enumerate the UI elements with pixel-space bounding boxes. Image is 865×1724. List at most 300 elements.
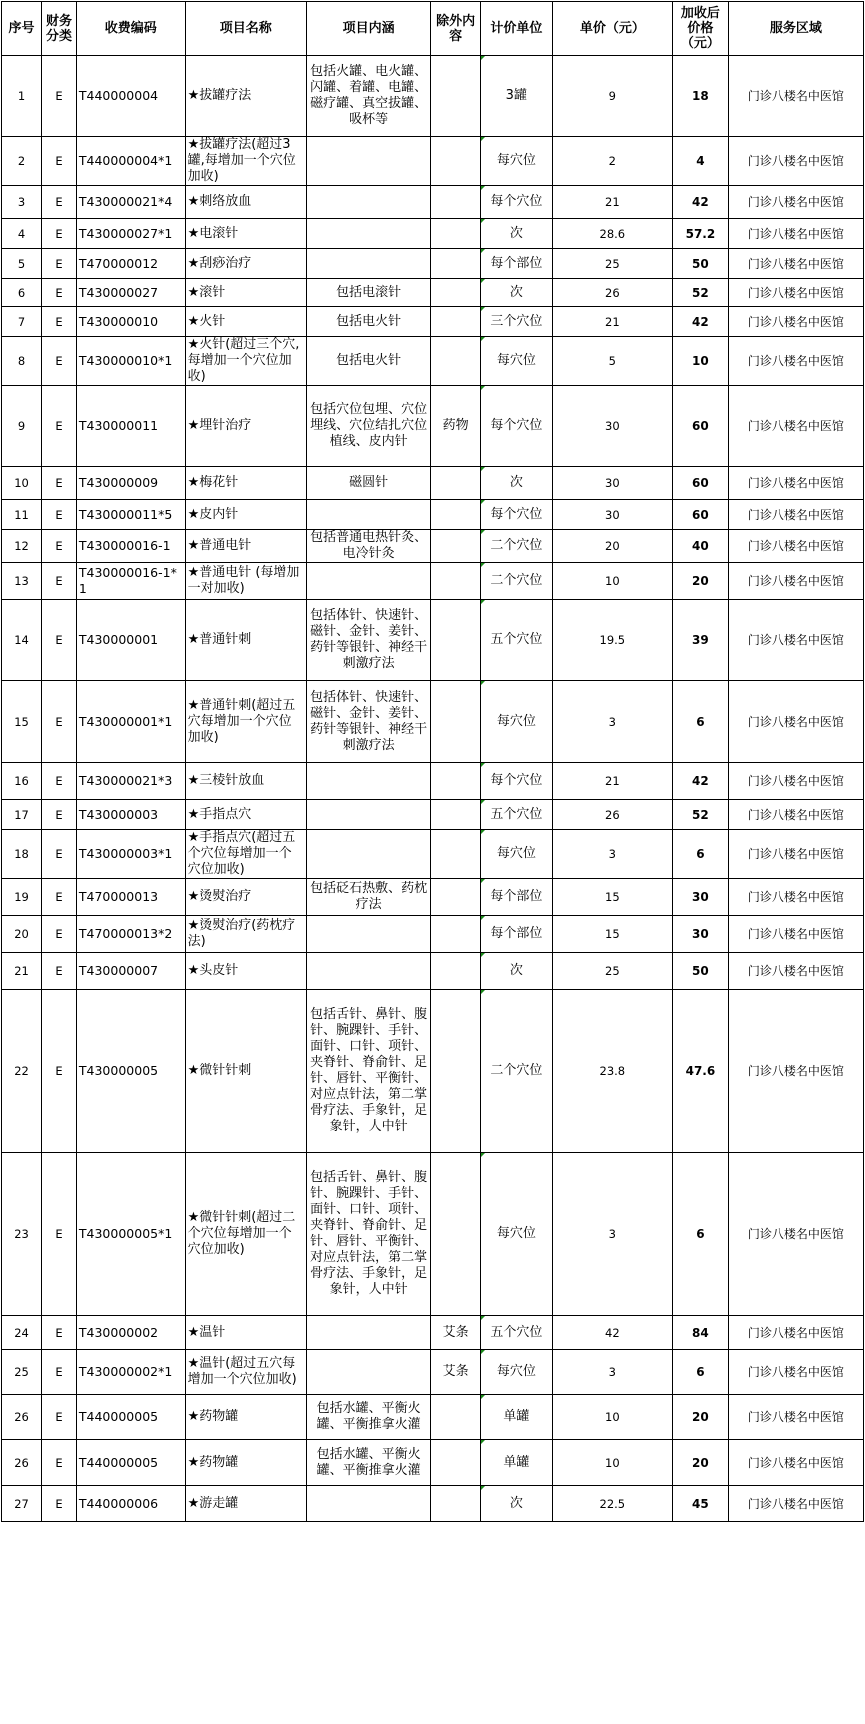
- name-cell: ★火针: [185, 307, 306, 337]
- final-price-cell: 84: [672, 1316, 728, 1350]
- area-cell: 门诊八楼名中医馆: [728, 530, 863, 563]
- exclusion-cell: [431, 953, 481, 990]
- price-cell: 42: [552, 1316, 672, 1350]
- name-cell: ★梅花针: [185, 467, 306, 500]
- final-price-cell: 60: [672, 386, 728, 467]
- table-row: [2, 279, 864, 307]
- unit-cell: 每穴位: [480, 681, 552, 763]
- area-cell: 门诊八楼名中医馆: [728, 186, 863, 219]
- unit-cell: 单罐: [480, 1395, 552, 1440]
- content-cell: [306, 500, 430, 530]
- code-cell: T430000011: [76, 386, 185, 467]
- table-row: [2, 1316, 864, 1350]
- table-body: [2, 56, 864, 1522]
- header-unit: 计价单位: [480, 2, 552, 56]
- content-cell: 包括电火针: [306, 307, 430, 337]
- unit-cell: 五个穴位: [480, 600, 552, 681]
- final-price-cell: 6: [672, 1153, 728, 1316]
- unit-cell: 二个穴位: [480, 990, 552, 1153]
- final-price-cell: 6: [672, 681, 728, 763]
- name-cell: ★手指点穴: [185, 800, 306, 830]
- area-cell: 门诊八楼名中医馆: [728, 830, 863, 879]
- seq-cell: 19: [2, 879, 42, 916]
- price-cell: 26: [552, 279, 672, 307]
- table-row: [2, 600, 864, 681]
- area-cell: 门诊八楼名中医馆: [728, 219, 863, 249]
- content-cell: [306, 186, 430, 219]
- final-price-cell: 40: [672, 530, 728, 563]
- unit-cell: 五个穴位: [480, 1316, 552, 1350]
- area-cell: 门诊八楼名中医馆: [728, 1486, 863, 1522]
- unit-cell: 每穴位: [480, 137, 552, 186]
- exclusion-cell: [431, 1440, 481, 1486]
- table-row: [2, 681, 864, 763]
- exclusion-cell: [431, 800, 481, 830]
- area-cell: 门诊八楼名中医馆: [728, 279, 863, 307]
- category-cell: E: [42, 1316, 77, 1350]
- content-cell: 包括水罐、平衡火罐、平衡推拿火灌: [306, 1440, 430, 1486]
- table-row: [2, 137, 864, 186]
- exclusion-cell: [431, 337, 481, 386]
- price-cell: 2: [552, 137, 672, 186]
- seq-cell: 16: [2, 763, 42, 800]
- category-cell: E: [42, 1395, 77, 1440]
- code-cell: T430000011*5: [76, 500, 185, 530]
- category-cell: E: [42, 279, 77, 307]
- exclusion-cell: [431, 249, 481, 279]
- seq-cell: 18: [2, 830, 42, 879]
- final-price-cell: 52: [672, 800, 728, 830]
- category-cell: E: [42, 137, 77, 186]
- table-row: [2, 1350, 864, 1395]
- final-price-cell: 45: [672, 1486, 728, 1522]
- unit-cell: 五个穴位: [480, 800, 552, 830]
- seq-cell: 21: [2, 953, 42, 990]
- unit-cell: 3罐: [480, 56, 552, 137]
- price-cell: 23.8: [552, 990, 672, 1153]
- area-cell: 门诊八楼名中医馆: [728, 681, 863, 763]
- code-cell: T430000021*3: [76, 763, 185, 800]
- content-cell: 包括火罐、电火罐、闪罐、着罐、电罐、磁疗罐、真空拔罐、吸杯等: [306, 56, 430, 137]
- table-row: [2, 1440, 864, 1486]
- name-cell: ★微针针刺: [185, 990, 306, 1153]
- final-price-cell: 6: [672, 830, 728, 879]
- seq-cell: 1: [2, 56, 42, 137]
- content-cell: 磁圆针: [306, 467, 430, 500]
- content-cell: [306, 800, 430, 830]
- name-cell: ★温针(超过五穴每增加一个穴位加收): [185, 1350, 306, 1395]
- unit-cell: 每穴位: [480, 1350, 552, 1395]
- unit-cell: 二个穴位: [480, 563, 552, 600]
- seq-cell: 6: [2, 279, 42, 307]
- seq-cell: 10: [2, 467, 42, 500]
- code-cell: T430000027*1: [76, 219, 185, 249]
- final-price-cell: 50: [672, 953, 728, 990]
- code-cell: T440000005: [76, 1440, 185, 1486]
- price-cell: 21: [552, 307, 672, 337]
- exclusion-cell: 艾条: [431, 1316, 481, 1350]
- seq-cell: 9: [2, 386, 42, 467]
- name-cell: ★烫熨治疗(药枕疗法): [185, 916, 306, 953]
- code-cell: T440000006: [76, 1486, 185, 1522]
- price-cell: 3: [552, 830, 672, 879]
- final-price-cell: 57.2: [672, 219, 728, 249]
- exclusion-cell: [431, 681, 481, 763]
- category-cell: E: [42, 530, 77, 563]
- category-cell: E: [42, 186, 77, 219]
- code-cell: T470000013: [76, 879, 185, 916]
- area-cell: 门诊八楼名中医馆: [728, 1350, 863, 1395]
- price-cell: 3: [552, 681, 672, 763]
- final-price-cell: 60: [672, 500, 728, 530]
- price-cell: 3: [552, 1153, 672, 1316]
- content-cell: [306, 763, 430, 800]
- category-cell: E: [42, 600, 77, 681]
- exclusion-cell: [431, 219, 481, 249]
- price-cell: 21: [552, 186, 672, 219]
- final-price-cell: 4: [672, 137, 728, 186]
- category-cell: E: [42, 1350, 77, 1395]
- header-name: 项目名称: [185, 2, 306, 56]
- final-price-cell: 50: [672, 249, 728, 279]
- content-cell: 包括穴位包埋、穴位埋线、穴位结扎穴位植线、皮内针: [306, 386, 430, 467]
- price-cell: 26: [552, 800, 672, 830]
- content-cell: 包括普通电热针灸、电冷针灸: [306, 530, 430, 563]
- code-cell: T430000002: [76, 1316, 185, 1350]
- content-cell: [306, 137, 430, 186]
- seq-cell: 22: [2, 990, 42, 1153]
- name-cell: ★普通针刺: [185, 600, 306, 681]
- final-price-cell: 20: [672, 563, 728, 600]
- area-cell: 门诊八楼名中医馆: [728, 137, 863, 186]
- seq-cell: 2: [2, 137, 42, 186]
- content-cell: [306, 563, 430, 600]
- area-cell: 门诊八楼名中医馆: [728, 249, 863, 279]
- price-cell: 28.6: [552, 219, 672, 249]
- name-cell: ★刺络放血: [185, 186, 306, 219]
- table-row: [2, 530, 864, 563]
- price-cell: 15: [552, 879, 672, 916]
- area-cell: 门诊八楼名中医馆: [728, 307, 863, 337]
- exclusion-cell: [431, 563, 481, 600]
- table-row: [2, 56, 864, 137]
- header-exclusion: 除外内容: [431, 2, 481, 56]
- code-cell: T430000016-1: [76, 530, 185, 563]
- table-row: [2, 916, 864, 953]
- category-cell: E: [42, 337, 77, 386]
- category-cell: E: [42, 1486, 77, 1522]
- exclusion-cell: [431, 56, 481, 137]
- area-cell: 门诊八楼名中医馆: [728, 953, 863, 990]
- exclusion-cell: [431, 600, 481, 681]
- table-row: [2, 563, 864, 600]
- code-cell: T430000005*1: [76, 1153, 185, 1316]
- content-cell: [306, 1486, 430, 1522]
- category-cell: E: [42, 681, 77, 763]
- content-cell: [306, 953, 430, 990]
- final-price-cell: 30: [672, 879, 728, 916]
- header-content: 项目内涵: [306, 2, 430, 56]
- name-cell: ★温针: [185, 1316, 306, 1350]
- price-cell: 21: [552, 763, 672, 800]
- category-cell: E: [42, 500, 77, 530]
- unit-cell: 单罐: [480, 1440, 552, 1486]
- code-cell: T440000005: [76, 1395, 185, 1440]
- area-cell: 门诊八楼名中医馆: [728, 467, 863, 500]
- code-cell: T440000004: [76, 56, 185, 137]
- category-cell: E: [42, 249, 77, 279]
- exclusion-cell: [431, 530, 481, 563]
- category-cell: E: [42, 1440, 77, 1486]
- category-cell: E: [42, 563, 77, 600]
- area-cell: 门诊八楼名中医馆: [728, 763, 863, 800]
- exclusion-cell: [431, 500, 481, 530]
- price-cell: 10: [552, 563, 672, 600]
- seq-cell: 26: [2, 1395, 42, 1440]
- unit-cell: 次: [480, 953, 552, 990]
- area-cell: 门诊八楼名中医馆: [728, 1395, 863, 1440]
- table-row: [2, 830, 864, 879]
- header-final-price: 加收后价格（元）: [672, 2, 728, 56]
- category-cell: E: [42, 953, 77, 990]
- final-price-cell: 60: [672, 467, 728, 500]
- price-cell: 22.5: [552, 1486, 672, 1522]
- content-cell: 包括体针、快速针、磁针、金针、姜针、药针等银针、神经干刺激疗法: [306, 600, 430, 681]
- seq-cell: 26: [2, 1440, 42, 1486]
- category-cell: E: [42, 386, 77, 467]
- name-cell: ★刮痧治疗: [185, 249, 306, 279]
- unit-cell: 每个穴位: [480, 186, 552, 219]
- seq-cell: 8: [2, 337, 42, 386]
- table-row: [2, 249, 864, 279]
- area-cell: 门诊八楼名中医馆: [728, 800, 863, 830]
- final-price-cell: 42: [672, 307, 728, 337]
- final-price-cell: 20: [672, 1440, 728, 1486]
- exclusion-cell: [431, 1486, 481, 1522]
- category-cell: E: [42, 467, 77, 500]
- code-cell: T470000012: [76, 249, 185, 279]
- code-cell: T470000013*2: [76, 916, 185, 953]
- code-cell: T430000010: [76, 307, 185, 337]
- table-header: [2, 2, 864, 56]
- area-cell: 门诊八楼名中医馆: [728, 879, 863, 916]
- table-row: [2, 1395, 864, 1440]
- price-cell: 10: [552, 1440, 672, 1486]
- name-cell: ★普通电针: [185, 530, 306, 563]
- final-price-cell: 18: [672, 56, 728, 137]
- exclusion-cell: [431, 137, 481, 186]
- area-cell: 门诊八楼名中医馆: [728, 600, 863, 681]
- category-cell: E: [42, 307, 77, 337]
- code-cell: T430000021*4: [76, 186, 185, 219]
- category-cell: E: [42, 800, 77, 830]
- seq-cell: 25: [2, 1350, 42, 1395]
- category-cell: E: [42, 879, 77, 916]
- category-cell: E: [42, 56, 77, 137]
- area-cell: 门诊八楼名中医馆: [728, 990, 863, 1153]
- content-cell: 包括体针、快速针、磁针、金针、姜针、药针等银针、神经干刺激疗法: [306, 681, 430, 763]
- code-cell: T430000009: [76, 467, 185, 500]
- code-cell: T430000027: [76, 279, 185, 307]
- table-row: [2, 763, 864, 800]
- final-price-cell: 47.6: [672, 990, 728, 1153]
- exclusion-cell: [431, 467, 481, 500]
- price-cell: 30: [552, 386, 672, 467]
- name-cell: ★烫熨治疗: [185, 879, 306, 916]
- area-cell: 门诊八楼名中医馆: [728, 337, 863, 386]
- name-cell: ★埋针治疗: [185, 386, 306, 467]
- header-area: 服务区域: [728, 2, 863, 56]
- exclusion-cell: 药物: [431, 386, 481, 467]
- exclusion-cell: [431, 186, 481, 219]
- content-cell: [306, 1350, 430, 1395]
- content-cell: 包括舌针、鼻针、腹针、腕踝针、手针、面针、口针、项针、夹脊针、脊俞针、足针、唇针、平衡针、对应点针法，第二掌骨疗法、手象针，足象针，人中针: [306, 990, 430, 1153]
- area-cell: 门诊八楼名中医馆: [728, 1440, 863, 1486]
- content-cell: 包括电滚针: [306, 279, 430, 307]
- seq-cell: 14: [2, 600, 42, 681]
- name-cell: ★普通针刺(超过五穴每增加一个穴位加收): [185, 681, 306, 763]
- category-cell: E: [42, 219, 77, 249]
- unit-cell: 每穴位: [480, 830, 552, 879]
- table-row: [2, 467, 864, 500]
- exclusion-cell: [431, 1395, 481, 1440]
- name-cell: ★药物罐: [185, 1440, 306, 1486]
- seq-cell: 7: [2, 307, 42, 337]
- final-price-cell: 39: [672, 600, 728, 681]
- code-cell: T430000010*1: [76, 337, 185, 386]
- unit-cell: 每穴位: [480, 1153, 552, 1316]
- table-row: [2, 990, 864, 1153]
- name-cell: ★药物罐: [185, 1395, 306, 1440]
- code-cell: T430000001: [76, 600, 185, 681]
- seq-cell: 3: [2, 186, 42, 219]
- unit-cell: 每个部位: [480, 249, 552, 279]
- table-row: [2, 337, 864, 386]
- exclusion-cell: 艾条: [431, 1350, 481, 1395]
- area-cell: 门诊八楼名中医馆: [728, 56, 863, 137]
- table-row: [2, 1153, 864, 1316]
- exclusion-cell: [431, 307, 481, 337]
- final-price-cell: 6: [672, 1350, 728, 1395]
- unit-cell: 次: [480, 467, 552, 500]
- code-cell: T430000005: [76, 990, 185, 1153]
- content-cell: 包括水罐、平衡火罐、平衡推拿火灌: [306, 1395, 430, 1440]
- name-cell: ★微针针刺(超过二个穴位每增加一个穴位加收): [185, 1153, 306, 1316]
- unit-cell: 每个部位: [480, 916, 552, 953]
- unit-cell: 每个部位: [480, 879, 552, 916]
- price-cell: 9: [552, 56, 672, 137]
- category-cell: E: [42, 830, 77, 879]
- unit-cell: 次: [480, 219, 552, 249]
- name-cell: ★拔罐疗法(超过3罐,每增加一个穴位加收): [185, 137, 306, 186]
- header-category: 财务分类: [42, 2, 77, 56]
- table-row: [2, 879, 864, 916]
- seq-cell: 11: [2, 500, 42, 530]
- code-cell: T430000003*1: [76, 830, 185, 879]
- content-cell: [306, 219, 430, 249]
- price-cell: 15: [552, 916, 672, 953]
- table-row: [2, 219, 864, 249]
- final-price-cell: 30: [672, 916, 728, 953]
- seq-cell: 15: [2, 681, 42, 763]
- final-price-cell: 10: [672, 337, 728, 386]
- unit-cell: 每个穴位: [480, 386, 552, 467]
- area-cell: 门诊八楼名中医馆: [728, 916, 863, 953]
- price-cell: 30: [552, 500, 672, 530]
- code-cell: T430000016-1*1: [76, 563, 185, 600]
- table-row: [2, 500, 864, 530]
- seq-cell: 27: [2, 1486, 42, 1522]
- content-cell: 包括砭石热敷、药枕疗法: [306, 879, 430, 916]
- unit-cell: 每个穴位: [480, 500, 552, 530]
- exclusion-cell: [431, 916, 481, 953]
- exclusion-cell: [431, 830, 481, 879]
- price-cell: 10: [552, 1395, 672, 1440]
- category-cell: E: [42, 763, 77, 800]
- header-code: 收费编码: [76, 2, 185, 56]
- name-cell: ★三棱针放血: [185, 763, 306, 800]
- price-cell: 3: [552, 1350, 672, 1395]
- area-cell: 门诊八楼名中医馆: [728, 1316, 863, 1350]
- unit-cell: 次: [480, 279, 552, 307]
- category-cell: E: [42, 916, 77, 953]
- table-row: [2, 953, 864, 990]
- seq-cell: 5: [2, 249, 42, 279]
- name-cell: ★手指点穴(超过五个穴位每增加一个穴位加收): [185, 830, 306, 879]
- name-cell: ★火针(超过三个穴,每增加一个穴位加收): [185, 337, 306, 386]
- price-cell: 30: [552, 467, 672, 500]
- content-cell: 包括舌针、鼻针、腹针、腕踝针、手针、面针、口针、项针、夹脊针、脊俞针、足针、唇针、平衡针、对应点针法，第二掌骨疗法、手象针，足象针，人中针: [306, 1153, 430, 1316]
- code-cell: T440000004*1: [76, 137, 185, 186]
- name-cell: ★拔罐疗法: [185, 56, 306, 137]
- content-cell: [306, 830, 430, 879]
- name-cell: ★游走罐: [185, 1486, 306, 1522]
- header-price: 单价（元）: [552, 2, 672, 56]
- table-row: [2, 186, 864, 219]
- name-cell: ★普通电针 (每增加一对加收): [185, 563, 306, 600]
- unit-cell: 二个穴位: [480, 530, 552, 563]
- price-cell: 25: [552, 249, 672, 279]
- table-row: [2, 1486, 864, 1522]
- code-cell: T430000003: [76, 800, 185, 830]
- area-cell: 门诊八楼名中医馆: [728, 1153, 863, 1316]
- price-cell: 5: [552, 337, 672, 386]
- price-cell: 19.5: [552, 600, 672, 681]
- seq-cell: 17: [2, 800, 42, 830]
- code-cell: T430000001*1: [76, 681, 185, 763]
- code-cell: T430000002*1: [76, 1350, 185, 1395]
- name-cell: ★电滚针: [185, 219, 306, 249]
- table-row: [2, 386, 864, 467]
- exclusion-cell: [431, 990, 481, 1153]
- seq-cell: 4: [2, 219, 42, 249]
- category-cell: E: [42, 1153, 77, 1316]
- table-row: [2, 307, 864, 337]
- area-cell: 门诊八楼名中医馆: [728, 500, 863, 530]
- price-cell: 25: [552, 953, 672, 990]
- exclusion-cell: [431, 279, 481, 307]
- seq-cell: 20: [2, 916, 42, 953]
- area-cell: 门诊八楼名中医馆: [728, 386, 863, 467]
- seq-cell: 23: [2, 1153, 42, 1316]
- unit-cell: 每个穴位: [480, 763, 552, 800]
- category-cell: E: [42, 990, 77, 1153]
- table-row: [2, 800, 864, 830]
- code-cell: T430000007: [76, 953, 185, 990]
- exclusion-cell: [431, 763, 481, 800]
- unit-cell: 三个穴位: [480, 307, 552, 337]
- area-cell: 门诊八楼名中医馆: [728, 563, 863, 600]
